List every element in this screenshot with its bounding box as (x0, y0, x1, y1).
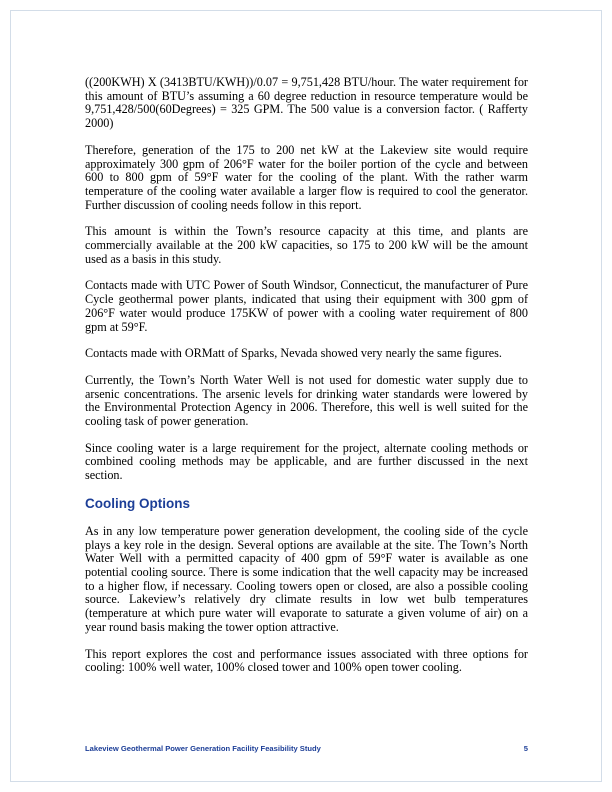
paragraph-utc-power-contact: Contacts made with UTC Power of South Windsor, Connecticut, the manufacturer of Pure Cycle geothermal power plants, indicated that using their equipment with 300 gpm of 206°F water would produce 175KW of power with a cooling water requirement of 800 gpm at 59°F. (85, 278, 528, 334)
paragraph-generation-requirements: Therefore, generation of the 175 to 200 net kW at the Lakeview site would require approximately 300 gpm of 206°F water for the boiler portion of the cycle and between 600 to 800 gpm of 59°F water for the cooling of the plant. With the rather warm temperature of the cooling water available a larger flow is required to cool the generator. Further discussion of cooling needs follow in this report. (85, 142, 528, 212)
page-footer (85, 744, 528, 753)
section-heading-cooling-options: Cooling Options (85, 495, 190, 511)
paragraph-cooling-methods: Since cooling water is a large requirement for the project, alternate cooling methods or combined cooling methods may be applicable, and are further discussed in the next section. (85, 440, 528, 483)
paragraph-formula: ((200KWH) X (3413BTU/KWH))/0.07 = 9,751,428 BTU/hour. The water requirement for this amount of BTU’s assuming a 60 degree reduction in resource temperature would be 9,751,428/500(60Degrees) = 325 GPM. The 500 value is a conversion factor. ( Rafferty 2000) (85, 75, 528, 131)
page-content (85, 76, 528, 688)
paragraph-cooling-overview: As in any low temperature power generation development, the cooling side of the cycle plays a key role in the design. Several options are available at the site. The Town’s North Water Well with a permitted capacity of 400 gpm of 59°F water is available as one potential cooling source. There is some indication that the well capacity may be increased to a higher flow, if necessary. Cooling towers open or closed, are also a possible cooling source. Lakeview’s relatively dry climate results in low wet bulb temperatures (temperature at which pure water will evaporate to saturate a given volume of air) on a year round basis making the tower option attractive. (85, 523, 528, 634)
paragraph-resource-capacity: This amount is within the Town’s resource capacity at this time, and plants are commercially available at the 200 kW capacities, so 175 to 200 kW will be the amount used as a basis in this study. (85, 224, 528, 266)
footer-title: Lakeview Geothermal Power Generation Facility Feasibility Study (85, 744, 321, 753)
paragraph-ormatt-contact: Contacts made with ORMatt of Sparks, Nevada showed very nearly the same figures. (85, 346, 502, 361)
footer-page-number: 5 (523, 744, 528, 753)
paragraph-report-scope: This report explores the cost and performance issues associated with three options for cooling: 100% well water, 100% closed tower and 100% open tower cooling. (85, 646, 528, 675)
paragraph-north-water-well: Currently, the Town’s North Water Well is not used for domestic water supply due to arsenic concentrations. The arsenic levels for drinking water standards were lowered by the Environmental Protection Agency in 2006. Therefore, this well is well suited for the cooling task of power generation. (85, 372, 528, 429)
